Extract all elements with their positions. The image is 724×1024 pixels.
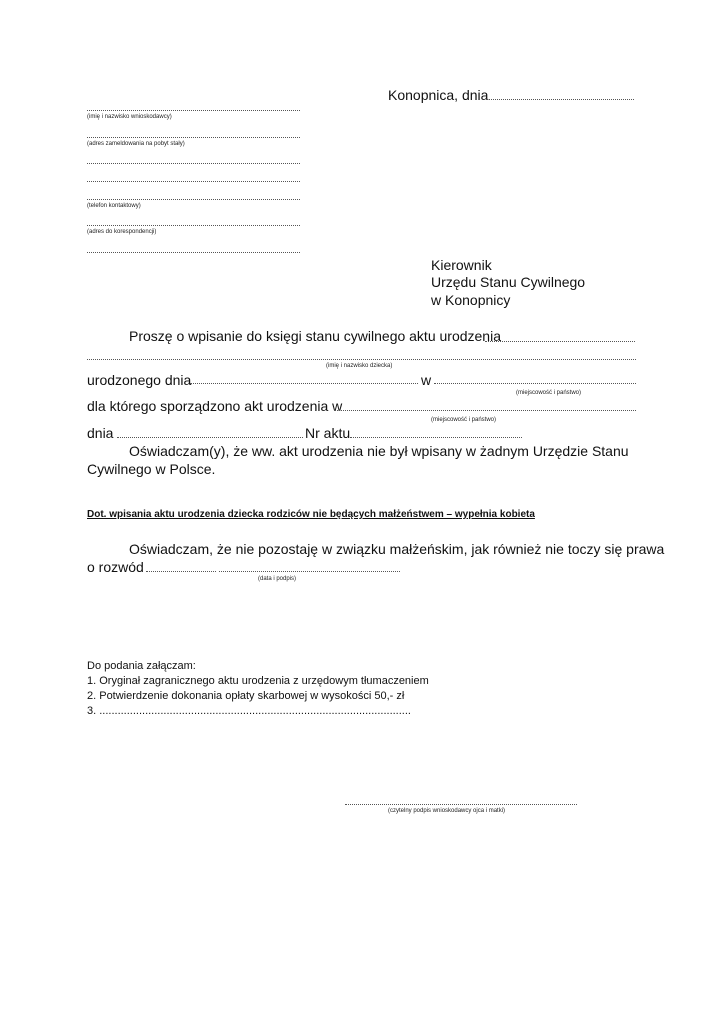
attachments-title: Do podania załączam: xyxy=(87,660,196,672)
applicant-correspondence-field-1[interactable] xyxy=(87,225,300,226)
act-type-field[interactable] xyxy=(485,341,635,342)
applicant-address-field-3[interactable] xyxy=(87,181,300,182)
act-no-label: Nr aktu xyxy=(305,425,351,441)
act-place-caption: (miejscowość i państwo) xyxy=(431,417,497,423)
declaration-line-2: Cywilnego w Polsce. xyxy=(87,461,216,477)
addressee-line-1: Kierownik xyxy=(431,257,492,273)
unmarried-signature-field[interactable] xyxy=(219,571,400,572)
birth-place-caption: (miejscowość i państwo) xyxy=(516,390,582,396)
in-label: w xyxy=(421,372,432,388)
act-date-field[interactable] xyxy=(117,437,303,438)
attachment-item-2: 2. Potwierdzenie dokonania opłaty skarbowej w wysokości 50,- zł xyxy=(87,690,405,702)
applicant-address-caption: (adres zameldowania na pobyt stały) xyxy=(87,141,185,147)
act-number-field[interactable] xyxy=(350,437,522,438)
request-intro: Proszę o wpisanie do księgi stanu cywilnego aktu urodzenia xyxy=(129,328,501,344)
applicant-name-caption: (imię i nazwisko wnioskodawcy) xyxy=(87,114,172,120)
act-prepared-label: dla którego sporządzono akt urodzenia w xyxy=(87,398,343,414)
attachment-item-1: 1. Oryginał zagranicznego aktu urodzenia z urzędowym tłumaczeniem xyxy=(87,675,429,687)
applicant-phone-caption: (telefon kontaktowy) xyxy=(87,203,141,209)
birth-date-field[interactable] xyxy=(190,383,418,384)
child-name-field[interactable] xyxy=(87,359,636,360)
birth-place-field[interactable] xyxy=(434,383,636,384)
unmarried-line-2: o rozwód xyxy=(87,559,144,575)
born-label: urodzonego dnia xyxy=(87,372,192,388)
applicant-correspondence-field-2[interactable] xyxy=(87,252,300,253)
final-signature-caption: (czytelny podpis wnioskodawcy ojca i matki) xyxy=(388,808,506,814)
place-date-label: Konopnica, dnia xyxy=(388,87,489,103)
addressee-line-2: Urzędu Stanu Cywilnego xyxy=(431,274,586,290)
applicant-phone-field[interactable] xyxy=(87,199,300,200)
applicant-address-field-2[interactable] xyxy=(87,163,300,164)
unmarried-sign-caption: (data i podpis) xyxy=(258,576,297,582)
date-field[interactable] xyxy=(486,99,634,100)
day-label: dnia xyxy=(87,425,114,441)
child-name-caption: (imię i nazwisko dziecka) xyxy=(326,363,393,369)
declaration-line-1: Oświadczam(y), że ww. akt urodzenia nie był wpisany w żadnym Urzędzie Stanu xyxy=(129,443,629,459)
applicant-correspondence-caption: (adres do korespondencji) xyxy=(87,229,157,235)
applicant-name-field[interactable] xyxy=(87,110,300,111)
unmarried-date-field[interactable] xyxy=(146,571,216,572)
final-signature-field[interactable] xyxy=(345,804,577,805)
act-place-field[interactable] xyxy=(334,410,636,411)
attachment-item-3: 3. ...................................................................................................... xyxy=(87,705,411,717)
addressee-line-3: w Konopnicy xyxy=(431,292,511,308)
unmarried-heading: Dot. wpisania aktu urodzenia dziecka rodziców nie będących małżeństwem – wypełnia kobieta xyxy=(87,509,535,520)
applicant-address-field-1[interactable] xyxy=(87,137,300,138)
unmarried-line-1: Oświadczam, że nie pozostaję w związku małżeńskim, jak również nie toczy się prawa xyxy=(129,541,665,557)
